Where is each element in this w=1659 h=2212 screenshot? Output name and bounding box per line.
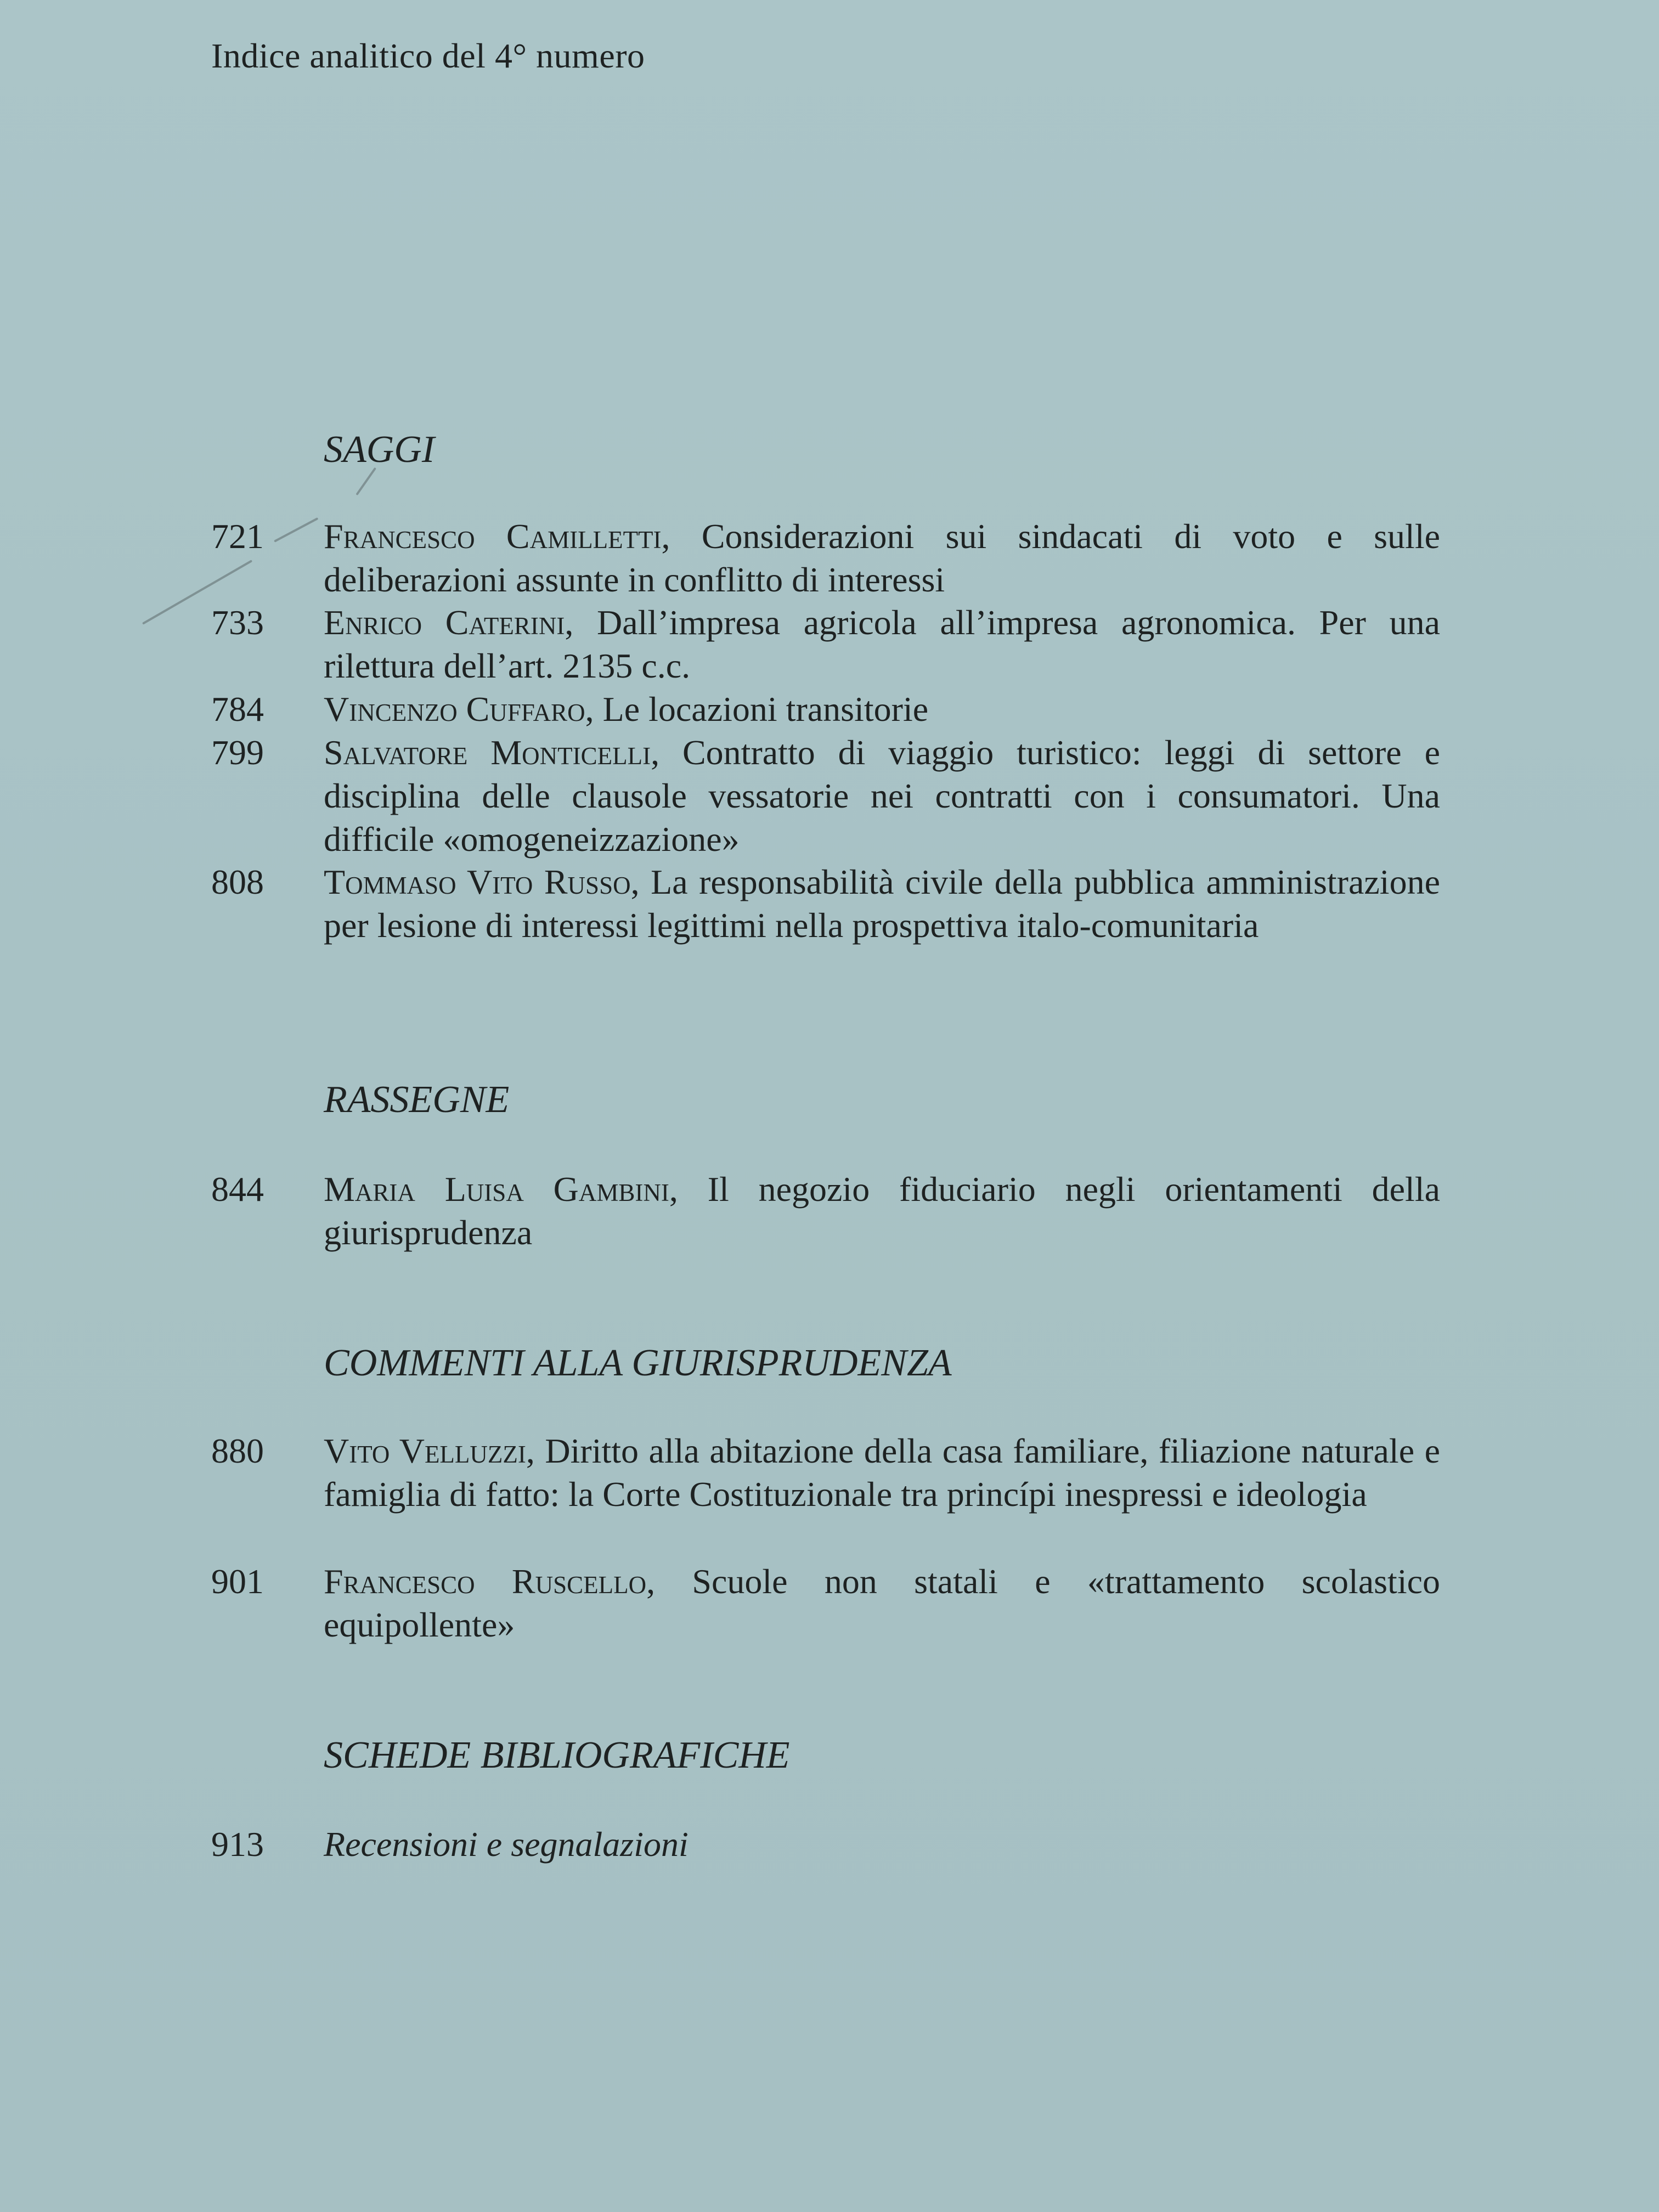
section-title-rassegne: RASSEGNE [324,1079,510,1121]
toc-entry: 799 Salvatore Monticelli, Contratto di viaggio turistico: leggi di settore e disciplina delle clausole vessatorie nei contratti con i consumatori. Una difficile «omogeneizzazione» [211,731,1440,861]
entry-author: Maria Luisa Gambini [324,1170,669,1209]
toc-entry: 784 Vincenzo Cuffaro, Le locazioni transitorie [211,687,1440,731]
entry-title: Scuole non statali e «trattamento scolastico equipollente» [324,1562,1441,1644]
entry-author: Salvatore Monticelli [324,733,651,772]
page-number: 721 [211,517,264,556]
section-title-schede: SCHEDE BIBLIOGRAFICHE [324,1734,790,1776]
toc-entry: 880 Vito Velluzzi, Diritto alla abitazione della casa familiare, filiazione naturale e famiglia di fatto: la Corte Costituzionale tra princípi inespressi e ideologia [211,1429,1440,1516]
entry-title: Considerazioni sui sindacati di voto e sulle deliberazioni assunte in conflitto di interessi [324,517,1441,599]
toc-entry: 844 Maria Luisa Gambini, Il negozio fiduciario negli orientamenti della giurisprudenza [211,1167,1440,1254]
page-number: 799 [211,733,264,772]
page-number: 808 [211,862,264,901]
toc-entry [211,1822,1440,1866]
entry-title: Contratto di viaggio turistico: leggi di settore e disciplina delle clausole vessatorie nei contratti con i consumatori. Una difficile «omogeneizzazione» [324,733,1441,859]
page-number: 913 [211,1825,264,1864]
entry-title: Il negozio fiduciario negli orientamenti della giurisprudenza [324,1170,1441,1252]
page-number: 784 [211,690,264,729]
entry-author: Vito Velluzzi [324,1431,526,1470]
running-head: Indice analitico del 4° numero [211,36,645,75]
entry-title: Diritto alla abitazione della casa familiare, filiazione naturale e famiglia di fatto: la Corte Costituzionale tra princípi inespressi e ideologia [324,1431,1440,1514]
entry-author: Francesco Camilletti [324,517,662,556]
page-number: 901 [211,1562,264,1601]
page-number: 733 [211,603,264,642]
page-number: 880 [211,1431,264,1470]
toc-entry: 721 Francesco Camilletti, Considerazioni sui sindacati di voto e sulle deliberazioni assunte in conflitto di interessi [211,515,1440,601]
entry-author: Francesco Ruscello [324,1562,647,1601]
toc-entry: 901 Francesco Ruscello, Scuole non statali e «trattamento scolastico equipollente» [211,1560,1440,1646]
section-title-commenti: COMMENTI ALLA GIURISPRUDENZA [324,1342,952,1384]
entry-author: Tommaso Vito Russo [324,862,631,901]
page-number: 844 [211,1170,264,1209]
toc-entry: 808 Tommaso Vito Russo, La responsabilità civile della pubblica amministrazione per lesione di interessi legittimi nella prospettiva italo-comunitaria [211,860,1440,947]
entry-title: La responsabilità civile della pubblica amministrazione per lesione di interessi legittimi nella prospettiva italo-comunitaria [324,862,1440,945]
toc-entry: 733 Enrico Caterini, Dall’impresa agricola all’impresa agronomica. Per una rilettura dell’art. 2135 c.c. [211,601,1440,687]
section-title-saggi: SAGGI [324,428,435,471]
entry-author: Enrico Caterini [324,603,565,642]
entry-author: Vincenzo Cuffaro [324,690,585,729]
entry-title: Le locazioni transitorie [602,690,929,729]
entry-title: Dall’impresa agricola all’impresa agronomica. Per una rilettura dell’art. 2135 c.c. [324,603,1441,685]
entry-title: Recensioni e segnalazioni [324,1825,689,1864]
